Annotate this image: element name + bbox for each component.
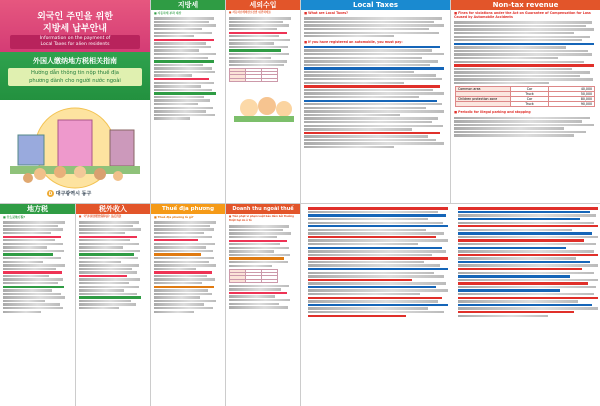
- ko-local-body: [151, 17, 225, 120]
- table-cell: 80,000: [549, 97, 595, 102]
- vi-nontax-body-2: [226, 285, 300, 309]
- en-local-body-2: [301, 46, 450, 149]
- ko-local-section: ■ 자동차세 부과 대상: [154, 11, 182, 15]
- ko-nontax-table: [229, 68, 278, 82]
- vi-nontax-panel: [225, 203, 300, 406]
- guide-panel: [300, 203, 600, 406]
- en-nontax-body-2: [451, 117, 600, 137]
- cover-title-en-2: Local Taxes for alien residents: [40, 42, 110, 47]
- table-cell: 90,000: [549, 102, 595, 107]
- table-cell: 50,000: [549, 92, 595, 97]
- ko-nontax-body: [226, 17, 300, 66]
- ko-nontax-section: ■ 자동차손해배상보장법 위반과태료: [229, 11, 271, 14]
- cover-title-en-1: Information on the payment of: [39, 36, 111, 41]
- cover-title-vi-box: [8, 68, 142, 86]
- table-cell: Car: [511, 87, 549, 92]
- logo-mark-icon: D: [48, 191, 53, 196]
- cover-title-ko-1: 외국인 주민을 위한: [37, 12, 113, 22]
- zh-nontax-body: [76, 221, 150, 309]
- cover-logo: [47, 190, 91, 197]
- guide-col-left: [305, 206, 451, 318]
- cover-title-ko-2: 지방세 납부안내: [43, 24, 107, 34]
- zh-local-section: ■ 什么是地方税?: [3, 215, 26, 219]
- table-cell: Car: [511, 97, 549, 102]
- cover-title-vi-1: Hướng dẫn thông tin nộp thuế địa: [31, 70, 119, 76]
- en-local-body-1: [301, 17, 450, 37]
- table-cell: Children protection zone: [456, 97, 511, 102]
- zh-nontax-section: ■ 《汽车损害赔偿保障法》违反罚款: [79, 215, 122, 218]
- table-cell: Truck: [511, 92, 549, 97]
- zh-local-tax-header: 地方税: [0, 204, 75, 214]
- zh-local-tax-panel: [0, 203, 75, 406]
- ko-nontax-header: 세외수입: [226, 0, 300, 10]
- en-nontax-panel: [450, 0, 600, 203]
- ko-local-tax-panel: [150, 0, 225, 203]
- vi-local-tax-header: Thuế địa phương: [151, 204, 225, 214]
- vi-local-tax-panel: [150, 203, 225, 406]
- en-local-tax-header: Local Taxes: [301, 0, 450, 10]
- logo-text: 대구광역시 동구: [55, 191, 92, 197]
- en-nontax-fine-table: [455, 86, 595, 107]
- en-local-tax-panel: [300, 0, 450, 203]
- table-cell: Common area: [456, 87, 511, 92]
- zh-nontax-panel: [75, 203, 150, 406]
- table-row: [456, 102, 595, 107]
- vi-nontax-body: [226, 225, 300, 267]
- en-nontax-section-2: ■ Periodic for illegal parking and stopping: [454, 110, 531, 115]
- vi-nontax-table: [229, 269, 278, 283]
- en-nontax-section-1: ■ Fines for violations under the Act on Guarantee of Compensation for Loss Caused by Automobile Accidents: [454, 11, 591, 19]
- cover-illustration: [0, 100, 150, 190]
- en-local-section-1: ■ What are Local Taxes?: [304, 11, 349, 15]
- table-cell: [456, 102, 511, 107]
- table-cell: 40,000: [549, 87, 595, 92]
- ko-nontax-illustration: [229, 84, 299, 124]
- ko-nontax-panel: [225, 0, 300, 203]
- cover-title-en-box: [10, 35, 140, 49]
- cover-title-zh: 外国人缴纳地方税相关指南: [33, 57, 117, 65]
- vi-nontax-header: Doanh thu ngoài thuế: [226, 204, 300, 214]
- zh-local-body: [0, 221, 75, 313]
- vi-local-body: [151, 221, 225, 313]
- cover-title-vi-2: phương dành cho người nước ngoài: [29, 78, 121, 84]
- zh-nontax-header: 税外收入: [76, 204, 150, 214]
- ko-local-tax-header: 지방세: [151, 0, 225, 10]
- en-nontax-body-1: [451, 21, 600, 84]
- en-nontax-header: Non-tax revenue: [451, 0, 600, 10]
- table-cell: Truck: [511, 102, 549, 107]
- guide-col-right: [455, 206, 600, 318]
- vi-nontax-section: ■ Tiền phạt vi phạm Luật bảo đảm bồi thường thiệt hại do ô tô: [229, 215, 294, 222]
- cover-panel: [0, 0, 150, 203]
- en-local-section-2: ■ If you have registered an automobile, you must pay:: [304, 39, 403, 44]
- vi-local-section: ■ Thuế địa phương là gì?: [154, 215, 194, 219]
